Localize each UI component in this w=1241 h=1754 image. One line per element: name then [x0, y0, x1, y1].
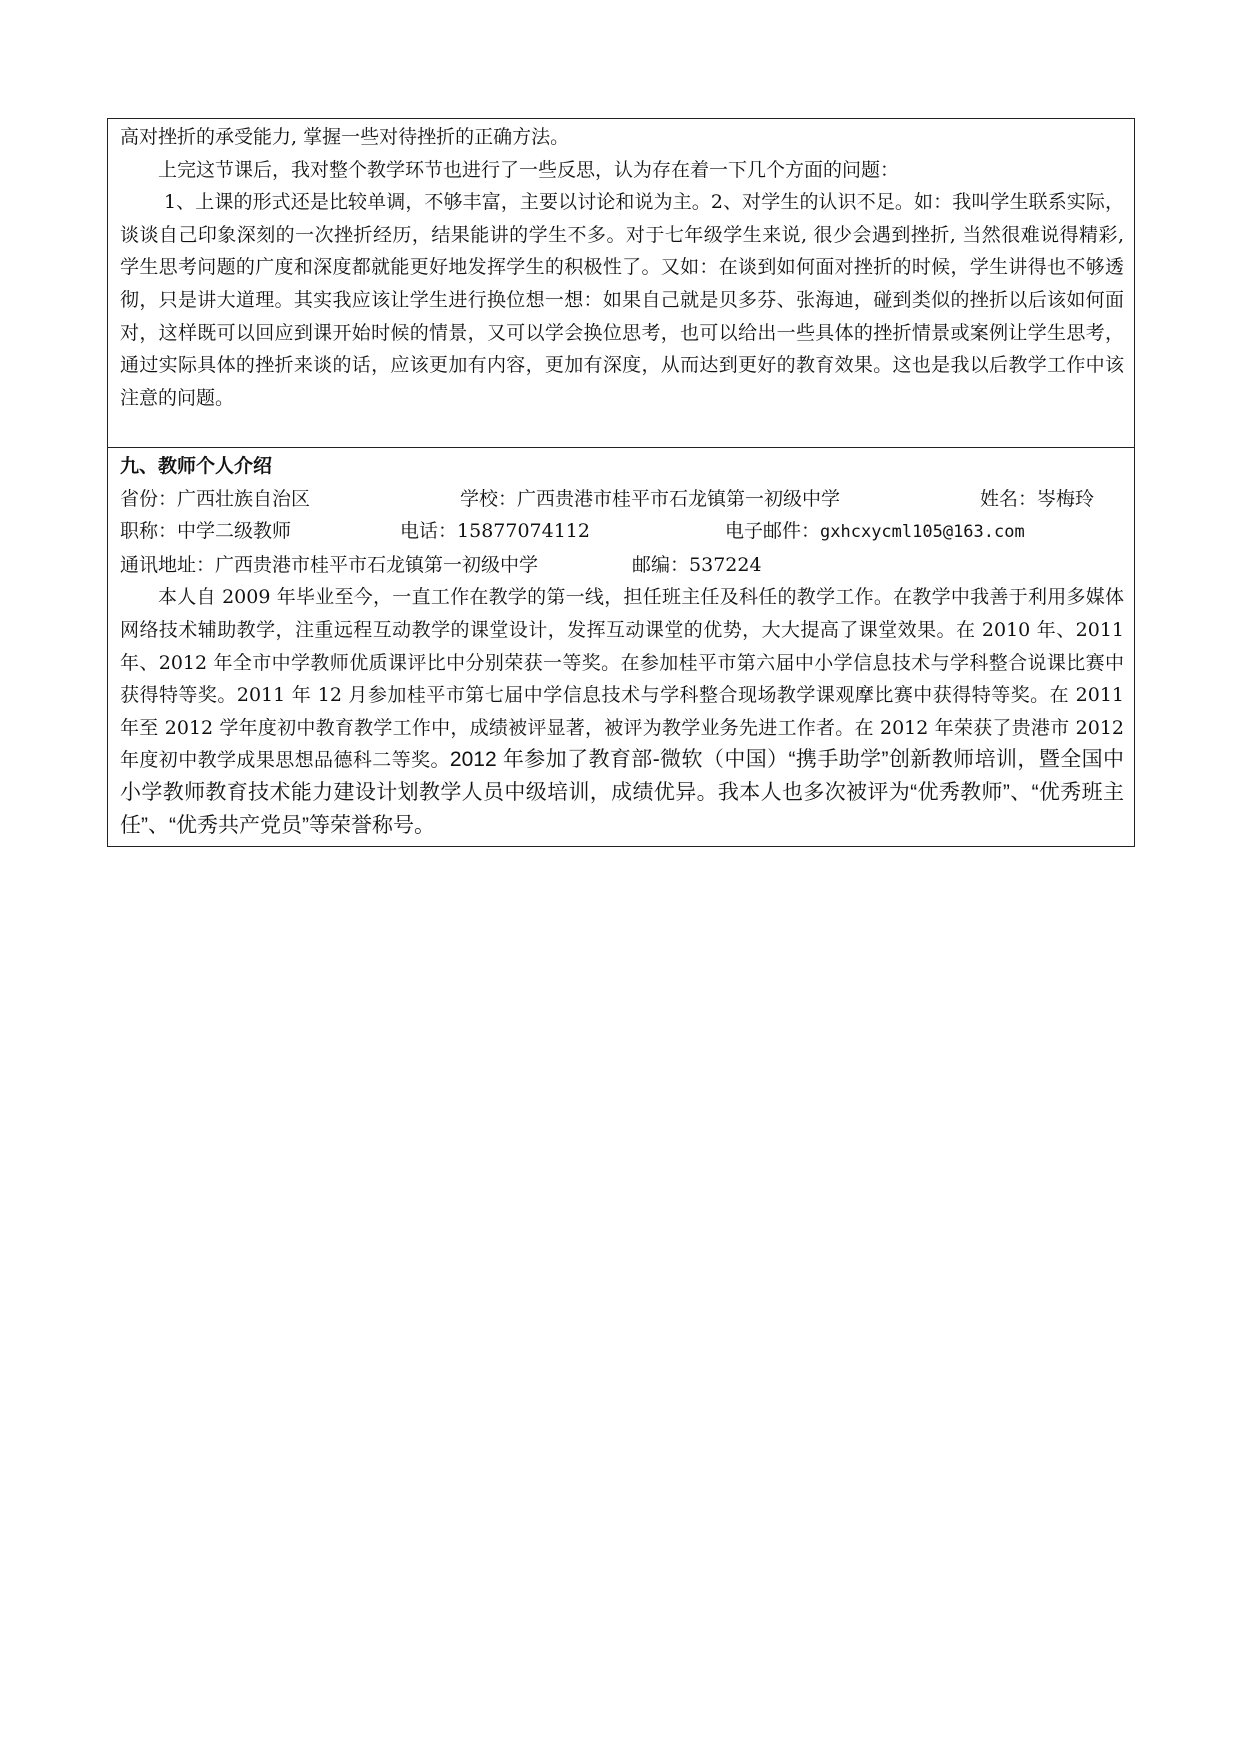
reflection-issues-paragraph: 1、上课的形式还是比较单调，不够丰富，主要以讨论和说为主。2、对学生的认识不足。如：我叫学生联系实际，谈谈自己印象深刻的一次挫折经历，结果能讲的学生不多。对于七年级学生来说, 很少会遇到挫折, 当然很难说得精彩, 学生思考问题的广度和深度都就能更好地发挥学生的积极性了。又如：在谈到如何面对挫折的时候，学生讲得也不够透彻，只是讲大道理。其实我应该让学生进行换位想一想：如果自己就是贝多芬、张海迪，碰到类似的挫折以后该如何面对，这样既可以回应到课开始时候的情景，又可以学会换位思考，也可以给出一些具体的挫折情景或案例让学生思考，通过实际具体的挫折来谈的话，应该更加有内容，更加有深度，从而达到更好的教育效果。这也是我以后教学工作中该注意的问题。 — [120, 191, 1124, 409]
teacher-intro-cell — [108, 447, 1134, 846]
phone-label: 电话： — [400, 520, 458, 543]
postcode-value: 537224 — [689, 553, 762, 576]
email-label: 电子邮件： — [725, 520, 821, 543]
address-field: 通讯地址：广西贵港市桂平市石龙镇第一初级中学 — [120, 553, 539, 576]
postcode-label: 邮编： — [632, 553, 690, 576]
teacher-bio-paragraph — [120, 581, 1124, 842]
reflection-continued-line: 高对挫折的承受能力, 掌握一些对待挫折的正确方法。 — [120, 126, 570, 148]
bio-part-2: 2012 年参加了教育部-微软（中国）“携手助学”创新教师培训，暨全国中小学教师教育技术能力建设计划教学人员中级培训，成绩优异。我本人也多次被评为“优秀教师”、“优秀班主任”、“优秀共产党员”等荣誉称号。 — [120, 748, 1124, 837]
school-field: 学校：广西贵港市桂平市石龙镇第一初级中学 — [460, 487, 841, 510]
postcode-field — [632, 549, 762, 582]
info-row-2 — [120, 515, 1124, 549]
email-field — [725, 515, 1025, 549]
info-row-1 — [120, 483, 1124, 516]
info-row-3 — [120, 549, 1124, 582]
title-field: 职称：中学二级教师 — [120, 520, 292, 543]
name-field: 姓名：岑梅玲 — [980, 487, 1095, 510]
reflection-cell — [108, 119, 1134, 447]
phone-value: 15877074112 — [457, 520, 590, 543]
province-field: 省份：广西壮族自治区 — [120, 487, 311, 510]
section-heading: 九、教师个人介绍 — [120, 455, 273, 477]
reflection-intro-paragraph: 上完这节课后，我对整个教学环节也进行了一些反思，认为存在着一下几个方面的问题： — [158, 158, 900, 181]
email-value: gxhcxycml105@163.com — [820, 522, 1025, 543]
document-table — [107, 118, 1135, 847]
phone-field — [400, 515, 725, 549]
bio-part-1: 本人自 2009 年毕业至今，一直工作在教学的第一线，担任班主任及科任的教学工作。在教学中我善于利用多媒体网络技术辅助教学，注重远程互动教学的课堂设计，发挥互动课堂的优势，大大提高了课堂效果。在 2010 年、2011 年、2012 年全市中学教师优质课评比中分别荣获一等奖。在参加桂平市第六届中小学信息技术与学科整合说课比赛中获得特等奖。2011 年 12 月参加桂平市第七届中学信息技术与学科整合现场教学课观摩比赛中获得特等奖。在 2011 年至 2012 学年度初中教育教学工作中，成绩被评显著，被评为教学业务先进工作者。在 2012 年荣获了贵港市 2012 年度初中教学成果思想品德科二等奖。 — [120, 586, 1124, 772]
